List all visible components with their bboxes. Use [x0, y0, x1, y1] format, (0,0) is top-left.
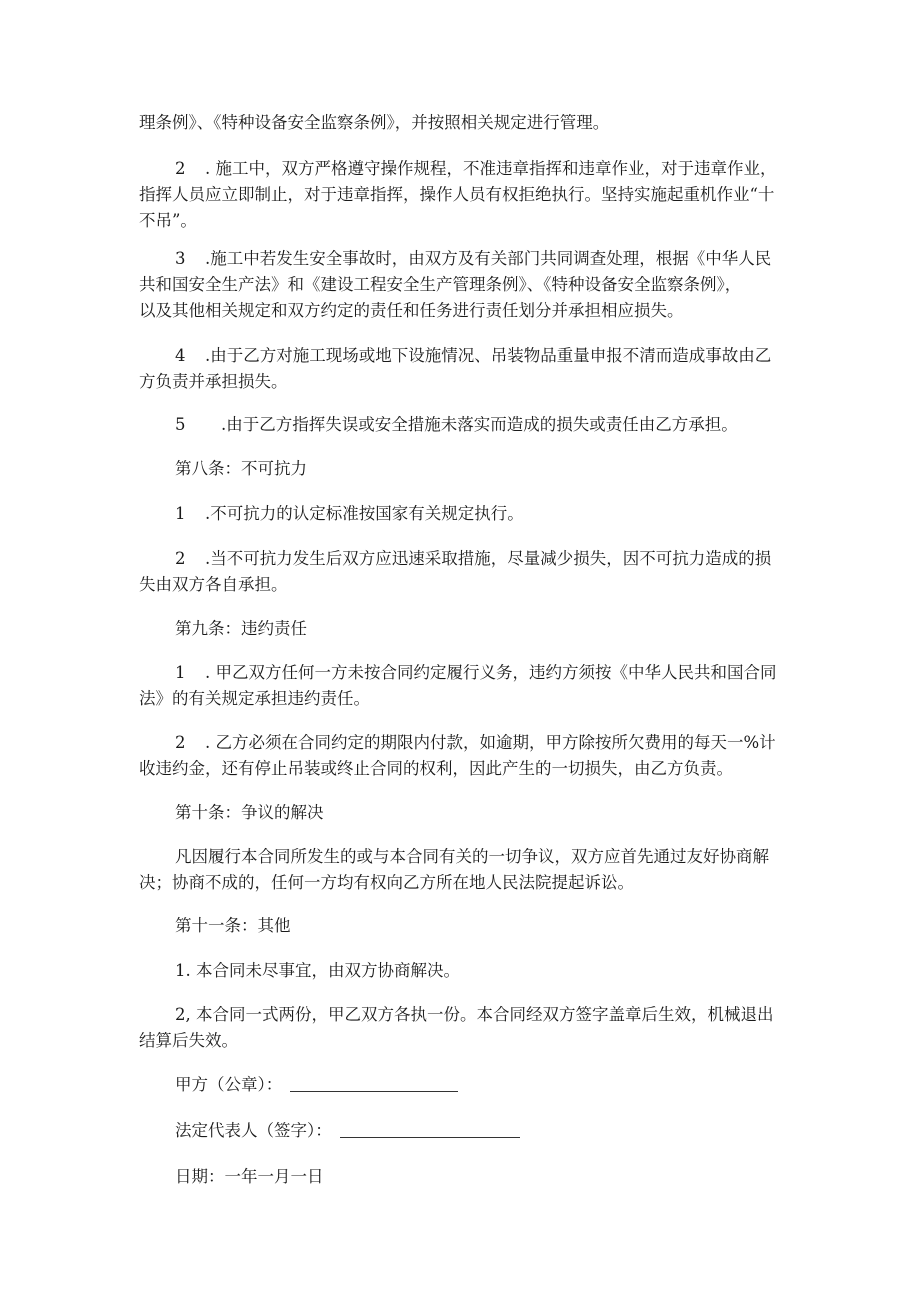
item-text: .施工中若发生安全事故时，由双方及有关部门共同调查处理，根据《中华人民	[205, 249, 772, 268]
article-9-heading: 第九条：违约责任	[175, 619, 307, 638]
clause-item-5	[175, 413, 789, 437]
item-number: 2	[175, 549, 186, 568]
text-line: 以及其他相关规定和双方约定的责任和任务进行责任划分并承担相应损失。	[139, 301, 684, 320]
item-number: 2	[175, 733, 186, 752]
item-text: . 甲乙双方任何一方未按合同约定履行义务，违约方须按《中华人民共和国合同	[205, 663, 777, 682]
item-number: 2	[175, 159, 186, 178]
article-11-item-2: 2, 本合同一式两份，甲乙双方各执一份。本合同经双方签字盖章后生效，机械退出	[175, 1005, 774, 1024]
article-9-item-2	[175, 731, 789, 755]
item-text: .由于乙方指挥失误或安全措施未落实而造成的损失或责任由乙方承担。	[221, 415, 738, 434]
party-a-seal-row	[175, 1073, 789, 1097]
legal-rep-row	[175, 1119, 789, 1143]
clause-item-2	[175, 157, 789, 181]
party-a-seal-label: 甲方（公章）：	[175, 1075, 283, 1094]
text-line: 理条例》、《特种设备安全监察条例》，并按照相关规定进行管理。	[139, 113, 610, 132]
clause-item-3	[175, 247, 789, 271]
item-text: .当不可抗力发生后双方应迅速采取措施，尽量减少损失，因不可抗力造成的损	[205, 549, 772, 568]
item-number: 1	[175, 504, 186, 523]
item-number: 4	[175, 346, 186, 365]
item-text: .不可抗力的认定标准按国家有关规定执行。	[205, 504, 524, 523]
legal-rep-label: 法定代表人（签字）：	[175, 1121, 332, 1140]
article-8-item-1	[175, 502, 789, 526]
party-a-seal-blank[interactable]	[290, 1075, 458, 1092]
text-line: 失由双方各自承担。	[139, 575, 288, 594]
item-number: 5	[175, 415, 186, 434]
article-8-item-2	[175, 547, 789, 571]
article-8-heading: 第八条：不可抗力	[175, 459, 307, 478]
text-line: 指挥人员应立即制止，对于违章指挥，操作人员有权拒绝执行。坚持实施起重机作业“十	[139, 185, 775, 204]
article-10-heading: 第十条：争议的解决	[175, 803, 324, 822]
item-text: .由于乙方对施工现场或地下设施情况、吊装物品重量申报不清而造成事故由乙	[205, 346, 772, 365]
article-9-item-1	[175, 661, 789, 685]
item-text: . 乙方必须在合同约定的期限内付款，如逾期，甲方除按所欠费用的每天一%计	[205, 733, 776, 752]
article-11-heading: 第十一条：其他	[175, 916, 291, 935]
text-line: 方负责并承担损失。	[139, 372, 288, 391]
text-line: 决；协商不成的，任何一方均有权向乙方所在地人民法院提起诉讼。	[139, 873, 634, 892]
text-line: 收违约金，还有停止吊装或终止合同的权利，因此产生的一切损失，由乙方负责。	[139, 759, 733, 778]
item-number: 3	[175, 249, 186, 268]
text-line: 法》的有关规定承担违约责任。	[139, 689, 370, 708]
item-number: 1	[175, 663, 186, 682]
legal-rep-signature-blank[interactable]	[340, 1121, 520, 1138]
date-line: 日期：一年一月一日	[175, 1167, 324, 1186]
item-text: . 施工中，双方严格遵守操作规程，不准违章指挥和违章作业，对于违章作业，	[205, 159, 777, 178]
article-10-text: 凡因履行本合同所发生的或与本合同有关的一切争议，双方应首先通过友好协商解	[175, 847, 769, 866]
text-line: 结算后失效。	[139, 1031, 238, 1050]
clause-item-4	[175, 344, 789, 368]
text-line: 共和国安全生产法》和《建设工程安全生产管理条例》、《特种设备安全监察条例》，	[139, 275, 742, 294]
text-line: 不吊”。	[139, 211, 197, 230]
article-11-item-1: 1. 本合同未尽事宜，由双方协商解决。	[175, 961, 460, 980]
